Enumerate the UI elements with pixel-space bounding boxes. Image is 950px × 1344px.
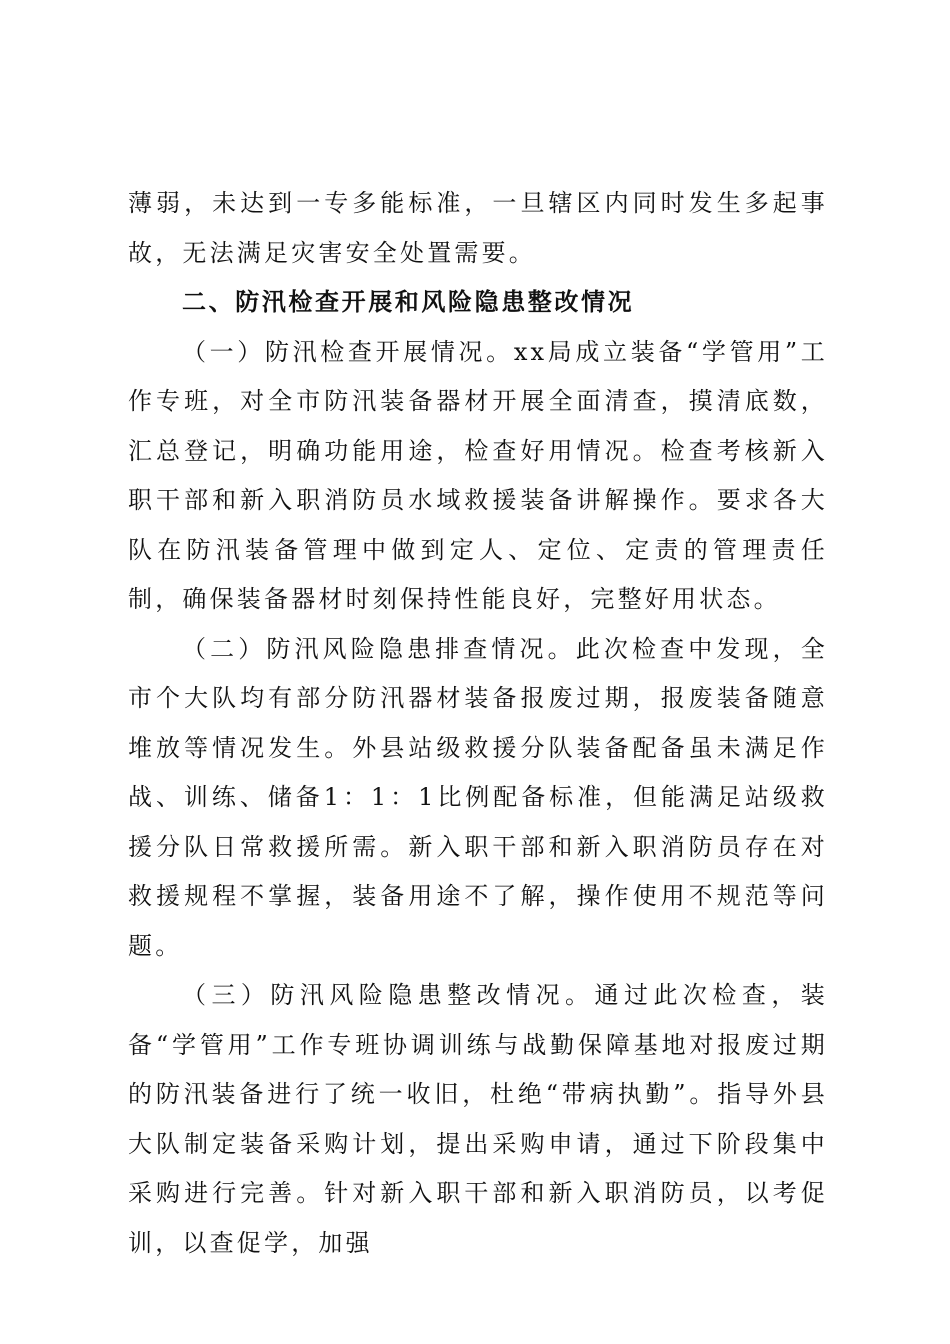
paragraph-risk-rectification: （三）防汛风险隐患整改情况。通过此次检查，装备“学管用”工作专班协调训练与战勤保障基地对报废过期的防汛装备进行了统一收旧，杜绝“带病执勤”。指导外县大队制定装备采购计划，提出采购申请，通过下阶段集中采购进行完善。针对新入职干部和新入职消防员，以考促训，以查促学，加强 xyxy=(128,981,828,1257)
paragraph-continuation: 薄弱，未达到一专多能标准，一旦辖区内同时发生多起事故，无法满足灾害安全处置需要。 xyxy=(128,189,828,267)
paragraph-risk-investigation: （二）防汛风险隐患排查情况。此次检查中发现，全市个大队均有部分防汛器材装备报废过期，报废装备随意堆放等情况发生。外县站级救援分队装备配备虽未满足作战、训练、储备1：1：1比例配备标准，但能满足站级救援分队日常救援所需。新入职干部和新入职消防员存在对救援规程不掌握，装备用途不了解，操作使用不规范等问题。 xyxy=(128,634,828,960)
paragraph-inspection-progress: （一）防汛检查开展情况。xx局成立装备“学管用”工作专班，对全市防汛装备器材开展全面清查，摸清底数，汇总登记，明确功能用途，检查好用情况。检查考核新入职干部和新入职消防员水域救援装备讲解操作。要求各大队在防汛装备管理中做到定人、定位、定责的管理责任制，确保装备器材时刻保持性能良好，完整好用状态。 xyxy=(128,337,828,613)
document-body xyxy=(128,179,828,1268)
section-heading: 二、防汛检查开展和风险隐患整改情况 xyxy=(182,288,635,316)
